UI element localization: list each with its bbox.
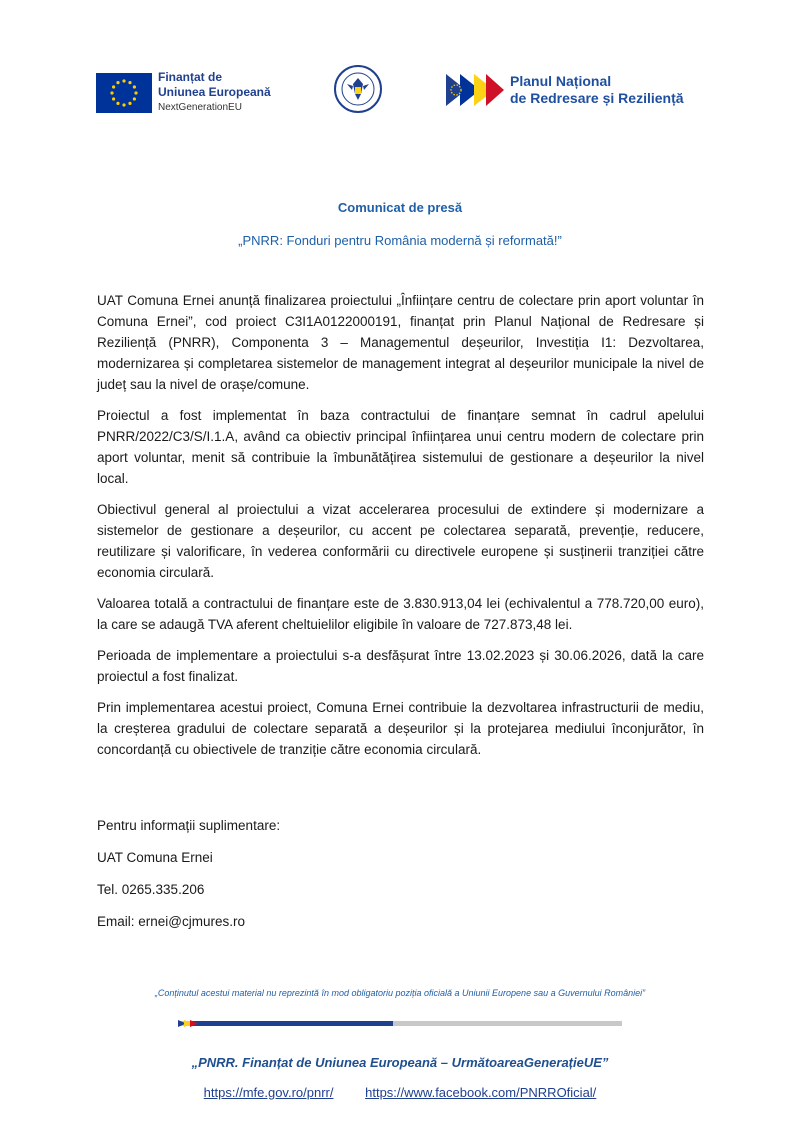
mfe-pnrr-link[interactable]: https://mfe.gov.ro/pnrr/ [203, 1085, 334, 1100]
pnrr-logo [446, 72, 684, 108]
facebook-pnrr-link[interactable]: https://www.facebook.com/PNRROficial/ [365, 1085, 597, 1100]
pnrr-logo-line1: Planul Național [510, 73, 612, 89]
contact-email: Email: ernei@cjmures.ro [97, 914, 245, 929]
eu-logo-line1: Finanțat de [158, 70, 223, 84]
eu-flag-icon [96, 73, 152, 113]
contact-name: UAT Comuna Ernei [97, 850, 213, 865]
paragraph: Valoarea totală a contractului de finanțare este de 3.830.913,04 lei (echivalentul a 778.720,00 euro), la care se adaugă TVA aferent cheltuielilor eligibile în valoare de 727.873,48 lei. [97, 596, 704, 632]
romanian-government-seal-icon [333, 64, 383, 114]
page-subtitle: „PNRR: Fonduri pentru România modernă și reformată!” [238, 233, 562, 248]
paragraph: Perioada de implementare a proiectului s-a desfășurat între 13.02.2023 și 30.06.2026, dată la care proiectul a fost finalizat. [97, 648, 704, 684]
footer-links [0, 1085, 800, 1100]
footer-slogan: „PNRR. Finanțat de Uniunea Europeană – UrmătoareaGenerațieUE” [191, 1055, 609, 1070]
header-logos [0, 64, 800, 124]
contact-block [97, 816, 497, 944]
page-title: Comunicat de presă [337, 200, 463, 215]
pnrr-arrow-icon [446, 72, 504, 108]
eu-logo-line3: NextGenerationEU [158, 102, 242, 113]
divider-arrow-icon [178, 1020, 202, 1027]
paragraph: Obiectivul general al proiectului a vizat accelerarea procesului de extindere și modernizare a sistemelor de gestionare a deșeurilor, cu accent pe colectarea separată, prevenție, reducere, reutilizare și valorificare, în vederea conformării cu directivele europene și susținerii tranziției către economia circulară. [97, 502, 704, 580]
contact-phone: Tel. 0265.335.206 [97, 882, 205, 897]
press-release-body [97, 290, 704, 770]
disclaimer: „Conținutul acestui material nu reprezintă în mod obligatoriu poziția oficială a Uniunii Europene sau a Guvernului României” [154, 988, 646, 998]
pnrr-logo-line2: de Redresare și Reziliență [510, 90, 684, 106]
eu-funding-logo [96, 70, 271, 115]
paragraph: UAT Comuna Ernei anunță finalizarea proiectului „Înființare centru de colectare prin aport voluntar în Comuna Ernei”, cod proiect C3I1A0122000191, finanțat prin Planul Național de Redresare și Reziliență (PNRR), Componenta 3 – Managementul deșeurilor, Investiția I1: Dezvoltarea, modernizarea și completarea sistemelor de management integrat al deșeurilor municipale la nivel de județ sau la nivel de orașe/comune. [97, 293, 704, 392]
contact-intro: Pentru informații suplimentare: [97, 818, 281, 833]
paragraph: Proiectul a fost implementat în baza contractului de finanțare semnat în cadrul apelului PNRR/2022/C3/S/I.1.A, având ca obiectiv principal înființarea unui centru modern de colectare prin aport voluntar, menit să contribuie la îmbunătățirea sistemului de gestionare a deșeurilor la nivel local. [97, 408, 704, 486]
eu-logo-line2: Uniunea Europeană [158, 85, 271, 99]
paragraph: Prin implementarea acestui proiect, Comuna Ernei contribuie la dezvoltarea infrastructurii de mediu, la creșterea gradului de colectare separată a deșeurilor și la protejarea mediului înconjurător, în concordanță cu obiectivele de tranziție către economia circulară. [97, 700, 704, 757]
footer-divider [178, 1021, 622, 1026]
